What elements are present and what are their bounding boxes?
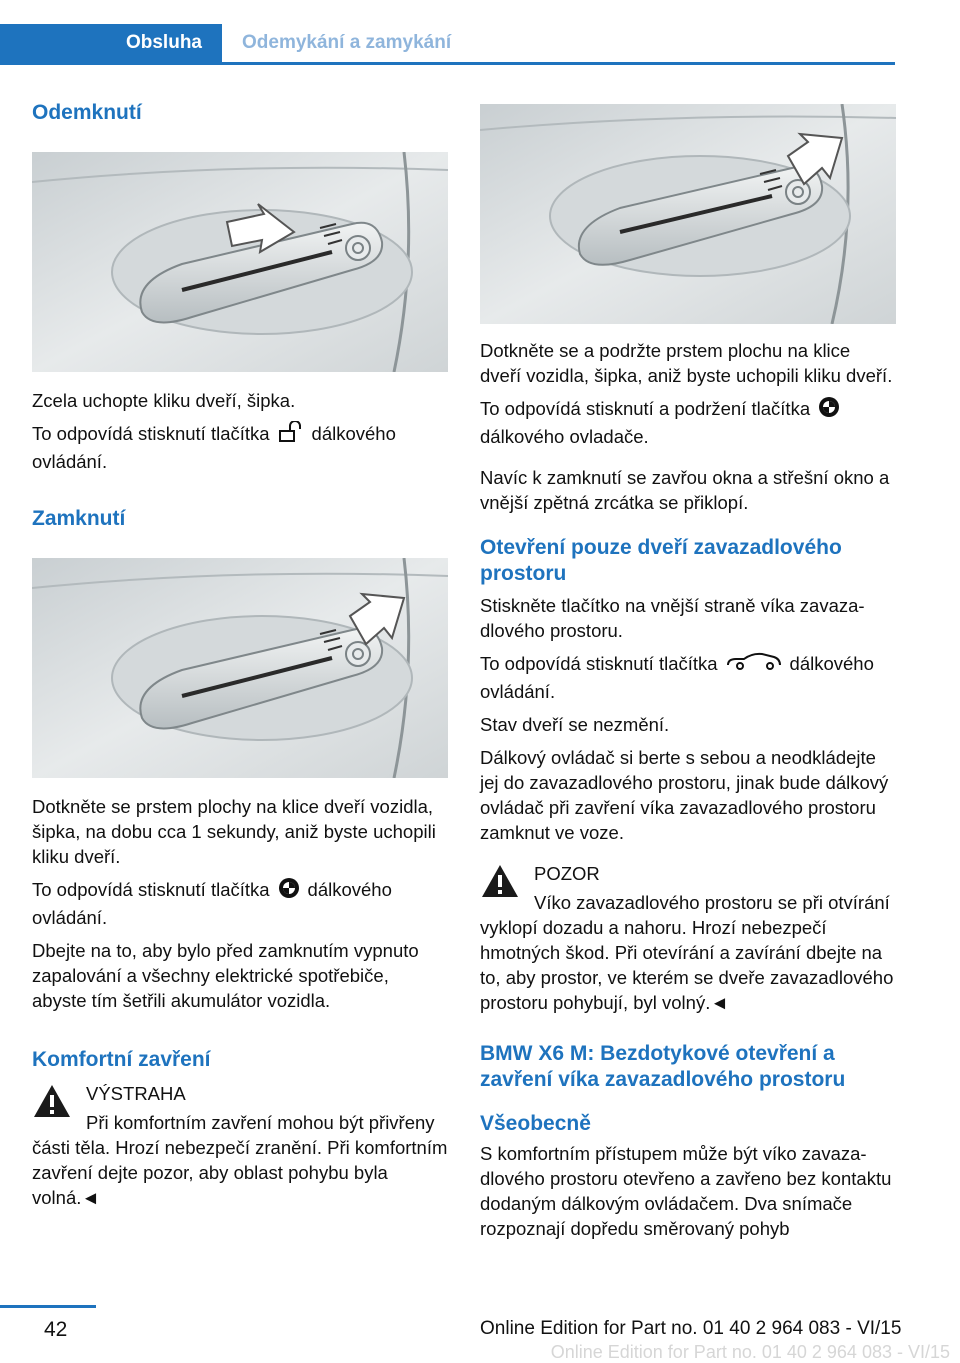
- car-tailgate-icon: [726, 651, 782, 679]
- unlock-heading: Odemknutí: [32, 101, 142, 124]
- lock-text-1: Dotkněte se prstem plochy na klice dveří vozidla, šipka, na dobu cca 1 sekundy, aniž byste uchopili kliku dveří.: [32, 796, 436, 868]
- hold-text-2: To odpovídá stisknutí a podržení tlačítka dálkového ovladače.: [480, 396, 896, 449]
- warning-text: Při komfortním zavření mohou být přivřeny části těla. Hrozí nebezpečí zranění. Při komfortním zavření dejte pozor, aby oblast pohybu byla volná.◄: [32, 1112, 448, 1209]
- tab-obsluha: [0, 24, 222, 62]
- bmw-logo-icon: [278, 877, 300, 905]
- general-heading: Všeobecně: [480, 1112, 591, 1136]
- unlock-padlock-icon: [278, 421, 304, 449]
- left-column: [32, 100, 448, 1210]
- lock-heading: Zamknutí: [32, 507, 126, 531]
- comfort-close-heading: Komfortní zavření: [32, 1048, 211, 1072]
- trunk-text-4: Dálkový ovládač si berte s sebou a neodkládejte jej do zavazadlového prostoru, jinak bude dálkový ovládač při zavření víka zavazadlového prostoru zamknut ve voze.: [480, 747, 889, 844]
- right-column: [480, 104, 896, 1241]
- general-text-1: S komfortním přístupem může být víko zavazadlového prostoru otevřeno a zavřeno bez kontaktu dodaným dálkovým ovládačem. Dva snímače rozpoznají dopředu směrovaný pohyb: [480, 1143, 892, 1240]
- lock-text-2: To odpovídá stisknutí tlačítka dálkového ovládání.: [32, 879, 392, 929]
- trunk-text-2: To odpovídá stisknutí tlačítka dálkového ovládání.: [480, 653, 874, 703]
- trunk-text-3: Stav dveří se nezmění.: [480, 714, 670, 736]
- bmw-logo-icon: [818, 396, 840, 424]
- warning-triangle-icon: [480, 863, 520, 899]
- lock-door-handle-photo: [32, 558, 448, 778]
- unlock-text-1: Zcela uchopte kliku dveří, šipka.: [32, 390, 296, 411]
- tab-odemykani: Odemykání a zamykání: [242, 32, 452, 53]
- hold-door-handle-photo: [480, 104, 896, 324]
- edition-footer: Online Edition for Part no. 01 40 2 964 083 - VI/15: [480, 1318, 902, 1339]
- caution-text: Víko zavazadlového prostoru se při otvírání vyklopí dozadu a nahoru. Hrozí nebezpečí hmotných škod. Při otevírání a zavírání dbejte na to, aby prostor, ve kterém se dveře zavazadlového prostoru pohybují, byl volný.◄: [480, 892, 894, 1014]
- caution-title: POZOR: [534, 863, 600, 885]
- lock-text-3: Dbejte na to, aby bylo před zamknutím vypnuto zapalování a všechny elektrické spotřebiče, abyste tím šetřili akumulátor vozidla.: [32, 940, 419, 1012]
- hold-text-3: Navíc k zamknutí se zavřou okna a střešní okno a vnější zpětná zrcátka se přiklopí.: [480, 467, 890, 514]
- warning-box: [32, 1081, 448, 1210]
- trunk-only-heading: Otevření pouze dveří zavazadlového prostoru: [480, 536, 842, 586]
- watermark: Online Edition for Part no. 01 40 2 964 083 - VI/15: [550, 1342, 950, 1362]
- chapter-tab-bar: [0, 24, 895, 65]
- x6m-heading: BMW X6 M: Bezdotykové otevření a zavření víka zavazadlového prostoru: [480, 1042, 846, 1092]
- warning-triangle-icon: [32, 1083, 72, 1119]
- unlock-text-2: To odpovídá stisknutí tlačítka dálkového ovládání.: [32, 423, 396, 473]
- page-number: 42: [44, 1318, 68, 1341]
- footer-rule: [0, 1305, 96, 1308]
- hold-text-1: Dotkněte se a podržte prstem plochu na klice dveří vozidla, šipka, aniž byste uchopili kliku dveří.: [480, 340, 893, 386]
- trunk-text-1: Stiskněte tlačítko na vnější straně víka zavazadlového prostoru.: [480, 595, 865, 642]
- warning-title: VÝSTRAHA: [86, 1083, 186, 1105]
- tab-obsluha-label: Obsluha: [125, 32, 202, 53]
- caution-box: [480, 861, 896, 1015]
- unlock-door-handle-photo: [32, 152, 448, 372]
